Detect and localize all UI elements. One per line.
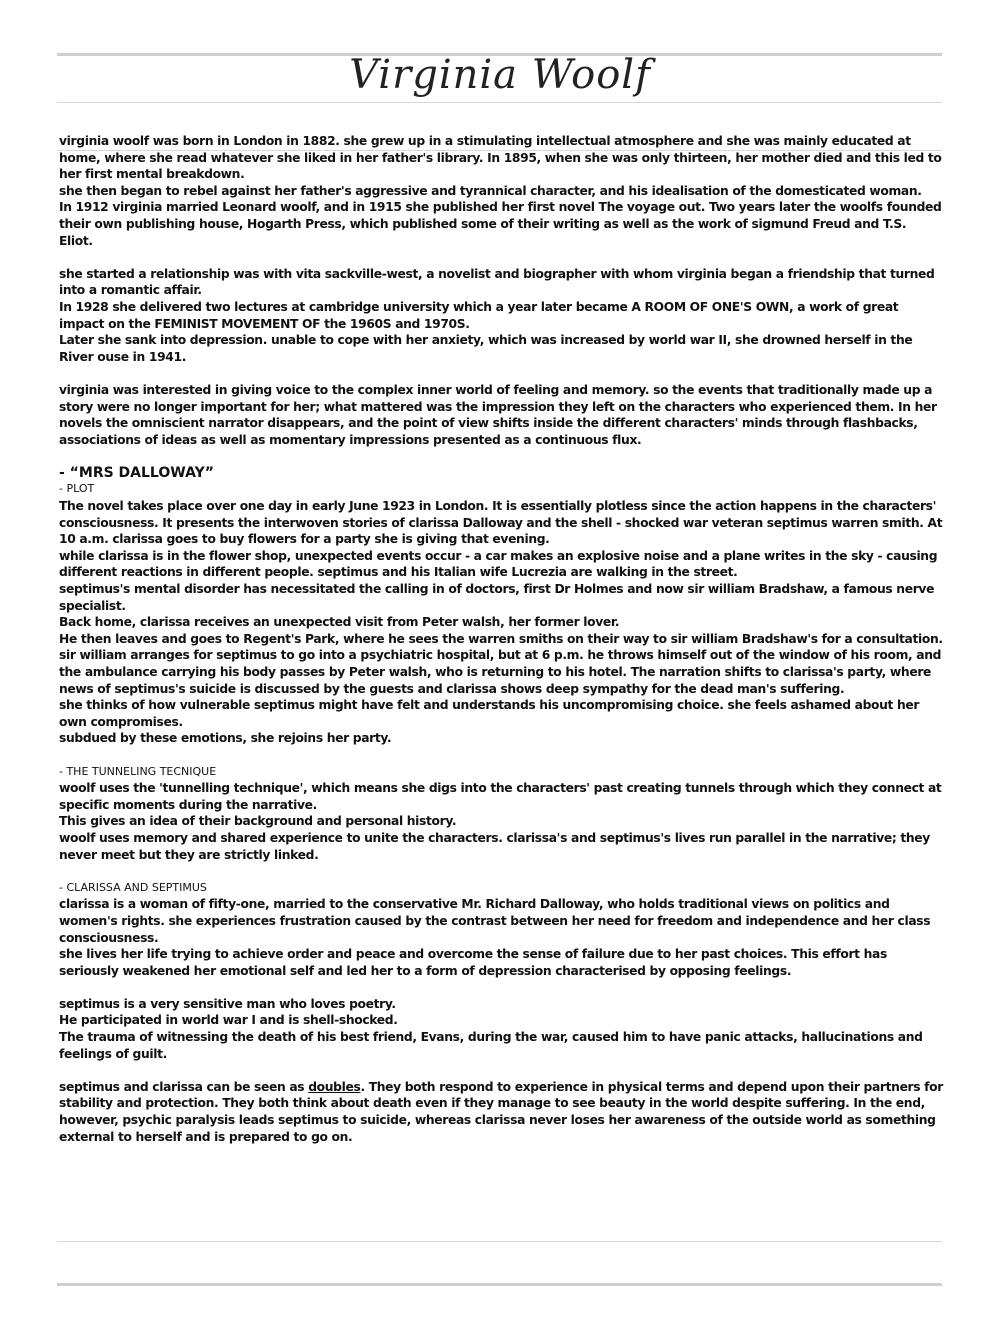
spacer xyxy=(59,365,943,382)
subsection-label: - THE TUNNELING TECNIQUE xyxy=(59,764,217,778)
spacer xyxy=(59,979,943,996)
paragraph: Later she sank into depression. unable to cope with her anxiety, which was increased by world war II, she drowned herself in the River ouse in 1941. xyxy=(59,333,913,364)
paragraph: virginia was interested in giving voice to the complex inner world of feeling and memory. so the events that traditionally made up a story were no longer important for her; what mattered was the impression they left on the characters who experienced them. In her novels the omniscient narrator disappears, and the point of view shifts inside the different characters' minds through flashbacks, associations of ideas as well as momentary impressions presented as a continuous flux. xyxy=(59,382,937,447)
paragraph: He then leaves and goes to Regent's Park, where he sees the warren smiths on their way to sir william Bradshaw's for a consultation. sir william arranges for septimus to go into a psychiatric hospital, but at 6 p.m. he throws himself out of the window of his room, and the ambulance carrying his body passes by Peter walsh, who is returning to his hotel. The narration shifts to clarissa's party, where news of septimus's suicide is discussed by the guests and clarissa shows deep sympathy for the dead man's suffering. xyxy=(59,631,943,696)
paragraph: The trauma of witnessing the death of his best friend, Evans, during the war, caused him to have panic attacks, hallucinations and feelings of guilt. xyxy=(59,1030,923,1061)
ruled-line xyxy=(57,1241,942,1242)
paragraph: The novel takes place over one day in early June 1923 in London. It is essentially plotless since the action happens in the characters' consciousness. It presents the interwoven stories of clarissa Dalloway and the shell - shocked war veteran septimus warren smith. At 10 a.m. clarissa goes to buy flowers for a party she is giving that evening. xyxy=(59,499,943,547)
paragraph: In 1912 virginia married Leonard woolf, and in 1915 she published her first novel The voyage out. Two years later the woolfs founded their own publishing house, Hogarth Press, which published some of their writing as well as the work of sigmund Freud and T.S. Eliot. xyxy=(59,200,942,248)
paragraph: This gives an idea of their background and personal history. xyxy=(59,814,457,829)
paragraph: septimus's mental disorder has necessitated the calling in of doctors, first Dr Holmes and now sir william Bradshaw, a famous nerve specialist. xyxy=(59,582,935,613)
section-heading: - “MRS DALLOWAY” xyxy=(59,464,214,481)
spacer xyxy=(59,249,943,266)
paragraph: virginia woolf was born in London in 1882. she grew up in a stimulating intellectual atmosphere and she was mainly educated at home, where she read whatever she liked in her father's library. In 1895, when she was only thirteen, her mother died and this led to her first mental breakdown. xyxy=(59,134,942,182)
paragraph: He participated in world war I and is shell-shocked. xyxy=(59,1013,398,1028)
notes-body xyxy=(59,133,943,1145)
spacer xyxy=(59,1062,943,1079)
paragraph: woolf uses the 'tunnelling technique', which means she digs into the characters' past creating tunnels through which they connect at specific moments during the narrative. xyxy=(59,781,942,812)
paragraph: woolf uses memory and shared experience to unite the characters. clarissa's and septimus's lives run parallel in the narrative; they never meet but they are strictly linked. xyxy=(59,830,930,862)
paragraph: while clarissa is in the flower shop, unexpected events occur - a car makes an explosive noise and a plane writes in the sky - causing different reactions in different people. septimus and his Italian wife Lucrezia are walking in the street. xyxy=(59,548,938,580)
spacer xyxy=(59,747,943,764)
bottom-border xyxy=(57,1283,942,1286)
spacer xyxy=(59,863,943,880)
paragraph: she started a relationship was with vita sackville-west, a novelist and biographer with whom virginia began a friendship that turned into a romantic affair. xyxy=(59,266,935,298)
doubles-text-after: . They both respond to experience in physical terms and depend upon their partners for stability and protection. They both think about death even if they manage to see beauty in the world despite suffering. In the end, however, psychic paralysis leads septimus to suicide, whereas clarissa never loses her awareness of the outside world as something external to herself and is prepared to go on. xyxy=(59,1079,943,1144)
paragraph: subdued by these emotions, she rejoins her party. xyxy=(59,731,392,746)
paragraph: she then began to rebel against her father's aggressive and tyrannical character, and his idealisation of the domesticated woman. xyxy=(59,183,922,198)
spacer xyxy=(59,448,943,465)
paragraph: Back home, clarissa receives an unexpected visit from Peter walsh, her former lover. xyxy=(59,615,620,630)
paragraph: she thinks of how vulnerable septimus might have felt and understands his uncompromising choice. she feels ashamed about her own compromises. xyxy=(59,698,920,729)
title-underline xyxy=(57,102,942,103)
page-title: Virginia Woolf xyxy=(349,52,651,98)
doubles-text-before: septimus and clarissa can be seen as xyxy=(59,1079,309,1094)
paragraph: she lives her life trying to achieve order and peace and overcome the sense of failure due to her past choices. This effort has seriously weakened her emotional self and led her to a form of depression characterised by opposing feelings. xyxy=(59,947,887,978)
paragraph: clarissa is a woman of fifty-one, married to the conservative Mr. Richard Dalloway, who holds traditional views on politics and women's rights. she experiences frustration caused by the contrast between her need for freedom and independence and her class consciousness. xyxy=(59,897,931,945)
doubles-paragraph xyxy=(59,1079,943,1145)
paragraph: septimus is a very sensitive man who loves poetry. xyxy=(59,996,396,1011)
paragraph: In 1928 she delivered two lectures at cambridge university which a year later became A ROOM OF ONE'S OWN, a work of great impact on the FEMINIST MOVEMENT OF the 1960S and 1970S. xyxy=(59,299,899,331)
subsection-label: - CLARISSA AND SEPTIMUS xyxy=(59,880,207,894)
doubles-underlined-word: doubles xyxy=(308,1079,361,1094)
subsection-label: - PLOT xyxy=(59,482,95,496)
